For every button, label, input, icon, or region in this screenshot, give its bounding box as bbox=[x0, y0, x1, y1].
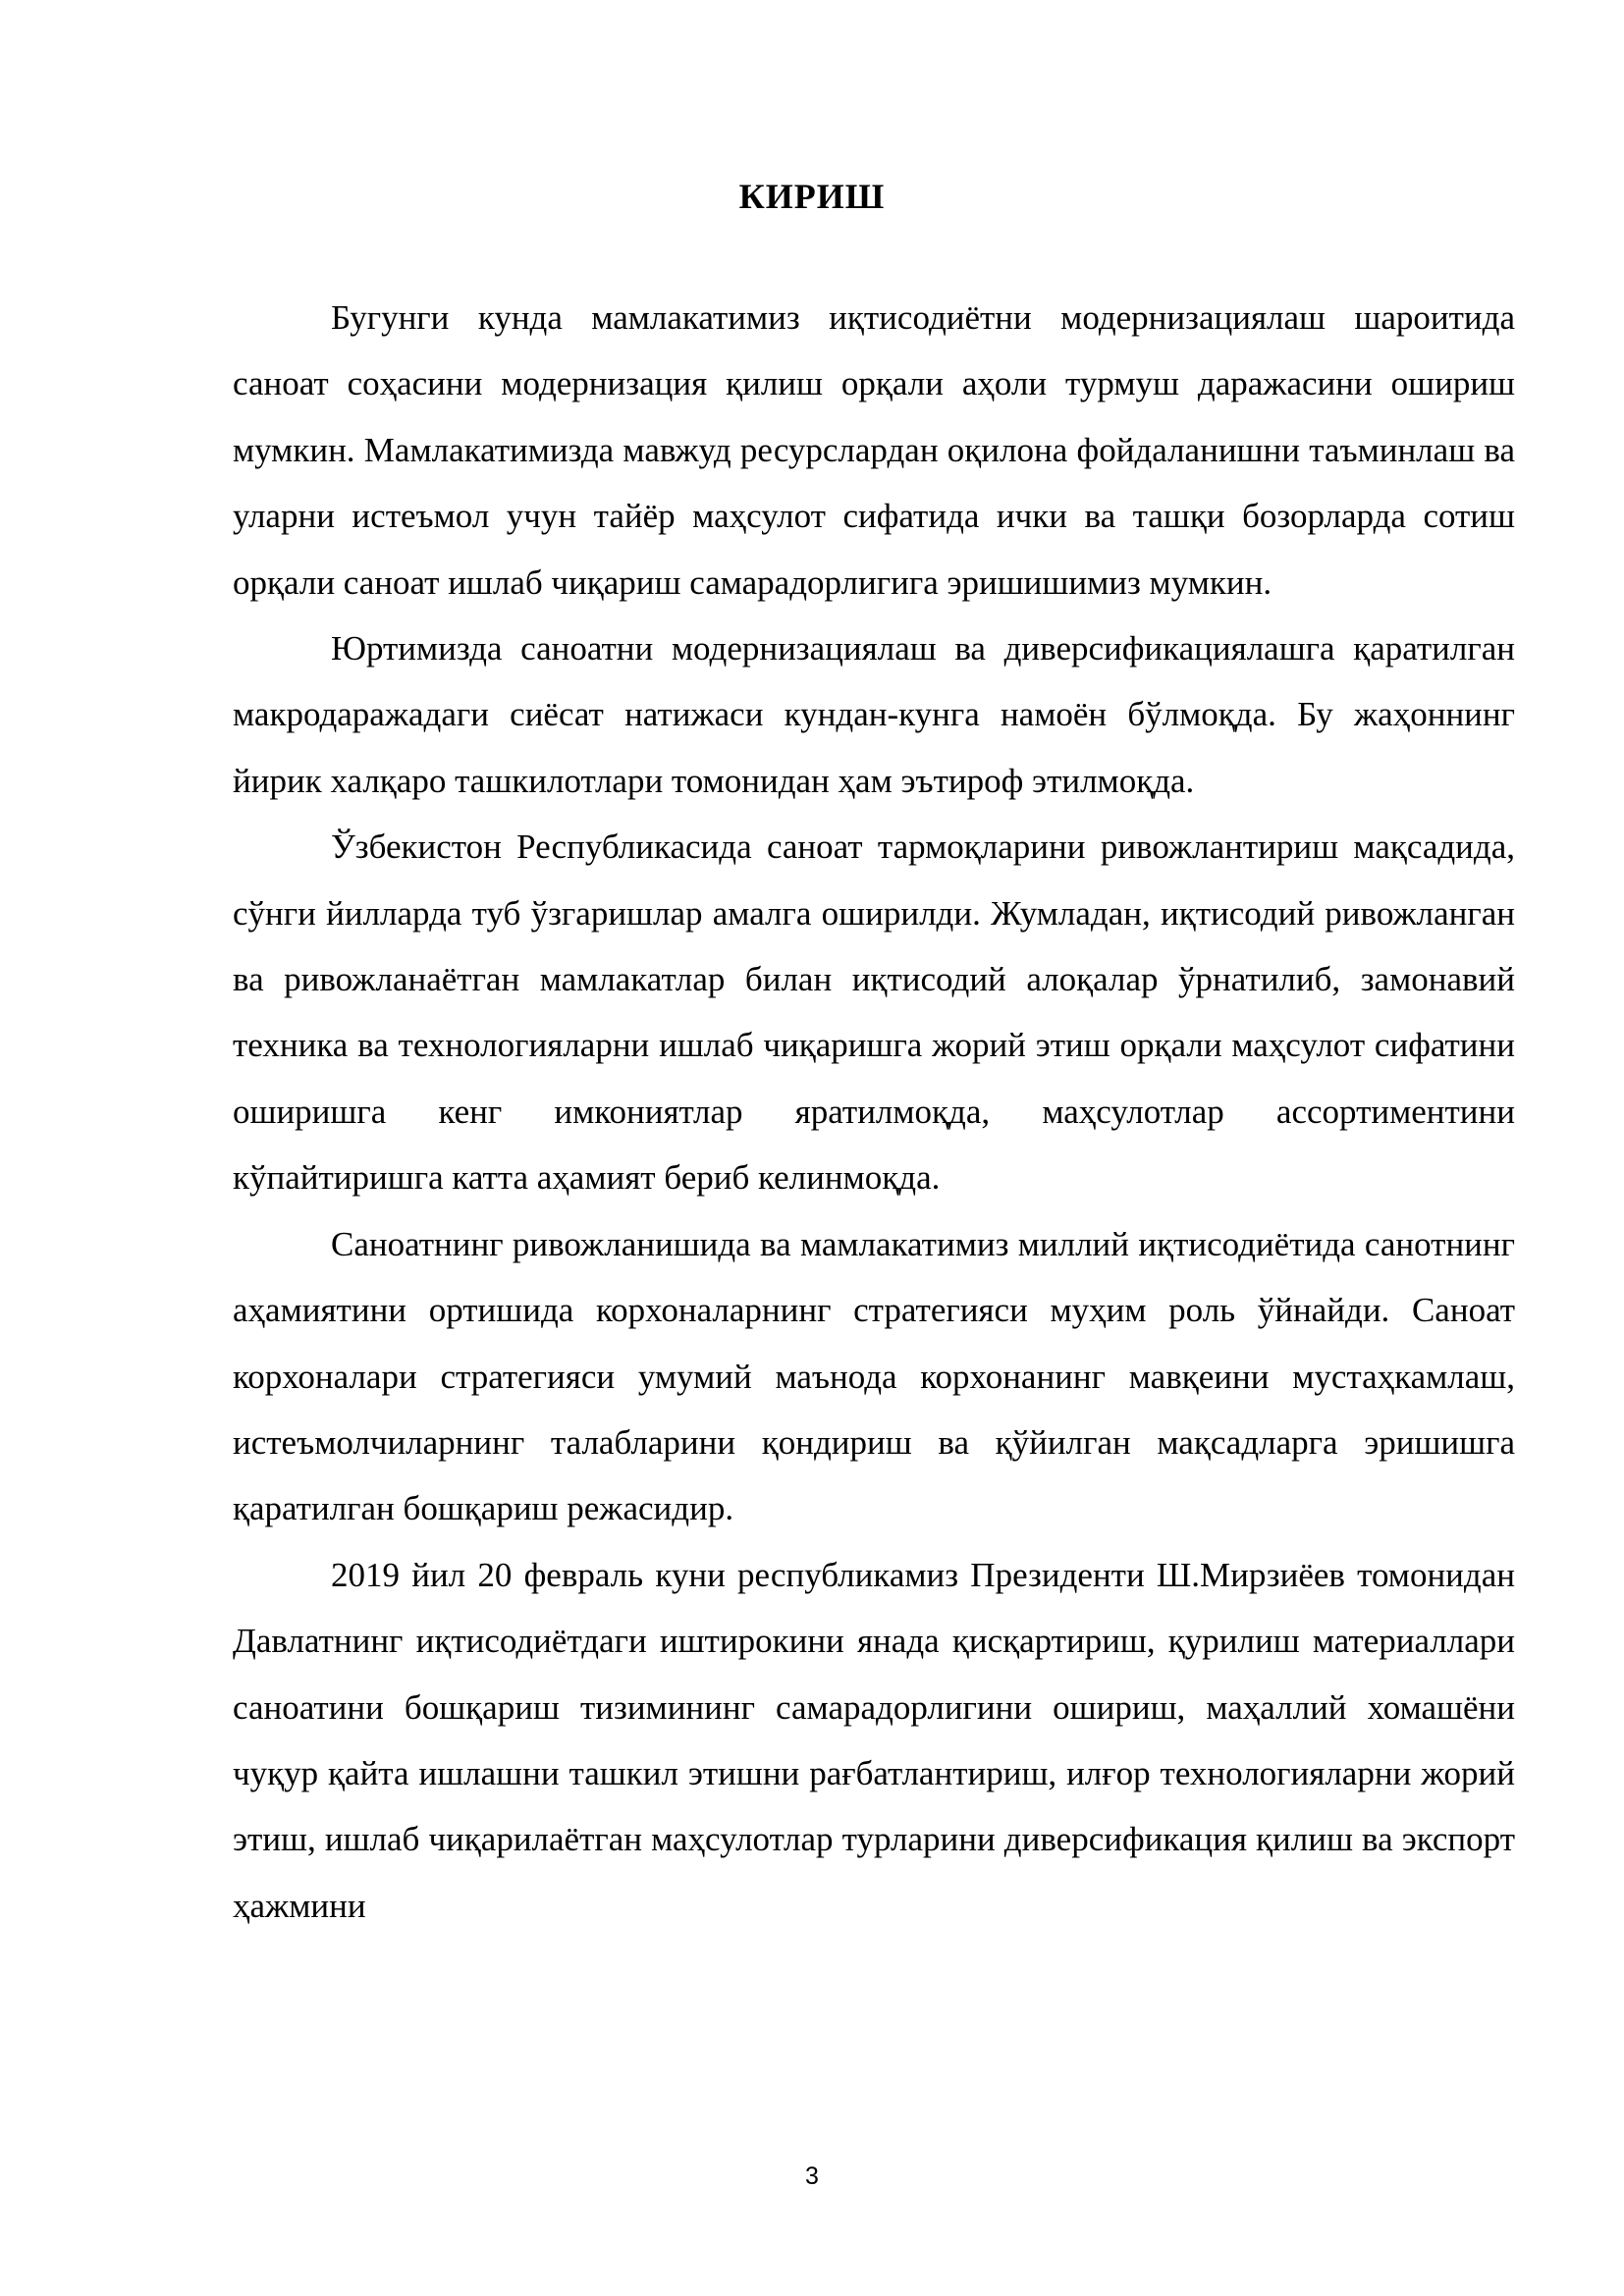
paragraph-5: 2019 йил 20 февраль куни республикамиз Президенти Ш.Мирзиёев томонидан Давлатнинг иқтисодиётдаги иштирокини янада қисқартириш, қурилиш материаллари саноатини бошқариш тизимининг самарадорлигини ошириш, маҳаллий хомашёни чуқур қайта ишлашни ташкил этишни рағбатлантириш, илғор технологияларни жорий этиш, ишлаб чиқарилаётган маҳсулотлар турларини диверсификация қилиш ва экспорт ҳажмини bbox=[233, 1555, 1515, 1925]
body-text bbox=[233, 285, 1515, 1939]
paragraph-4: Саноатнинг ривожланишида ва мамлакатимиз миллий иқтисодиётида санотнинг аҳамиятини ортишида корхоналарнинг стратегияси муҳим роль ўйнайди. Саноат корхоналари стратегияси умумий маънода корхонанинг мавқеини мустаҳкамлаш, истеъмолчиларнинг талабларини қондириш ва қўйилган мақсадларга эришишга қаратилган бошқариш режасидир. bbox=[233, 1224, 1515, 1528]
paragraph-3: Ўзбекистон Республикасида саноат тармоқларини ривожлантириш мақсадида, сўнги йилларда туб ўзгаришлар амалга оширилди. Жумладан, иқтисодий ривожланган ва ривожланаётган мамлакатлар билан иқтисодий алоқалар ўрнатилиб, замонавий техника ва технологияларни ишлаб чиқаришга жорий этиш орқали маҳсулот сифатини оширишга кенг имкониятлар яратилмоқда, маҳсулотлар ассортиментини кўпайтиришга катта аҳамият бериб келинмоқда. bbox=[233, 828, 1515, 1198]
page-number: 3 bbox=[805, 2163, 819, 2190]
page-title: КИРИШ bbox=[738, 177, 886, 217]
paragraph-1: Бугунги кунда мамлакатимиз иқтисодиётни модернизациялаш шароитида саноат соҳасини модернизация қилиш орқали аҳоли турмуш даражасини ошириш мумкин. Мамлакатимизда мавжуд ресурслардан оқилона фойдаланишни таъминлаш ва уларни истеъмол учун тайёр маҳсулот сифатида ички ва ташқи бозорларда сотиш орқали саноат ишлаб чиқариш самарадорлигига эришишимиз мумкин. bbox=[233, 298, 1515, 602]
paragraph-2: Юртимизда саноатни модернизациялаш ва диверсификациялашга қаратилган макродаражадаги сиёсат натижаси кундан-кунга намоён бўлмоқда. Бу жаҳоннинг йирик халқаро ташкилотлари томонидан ҳам эътироф этилмоқда. bbox=[233, 629, 1515, 800]
